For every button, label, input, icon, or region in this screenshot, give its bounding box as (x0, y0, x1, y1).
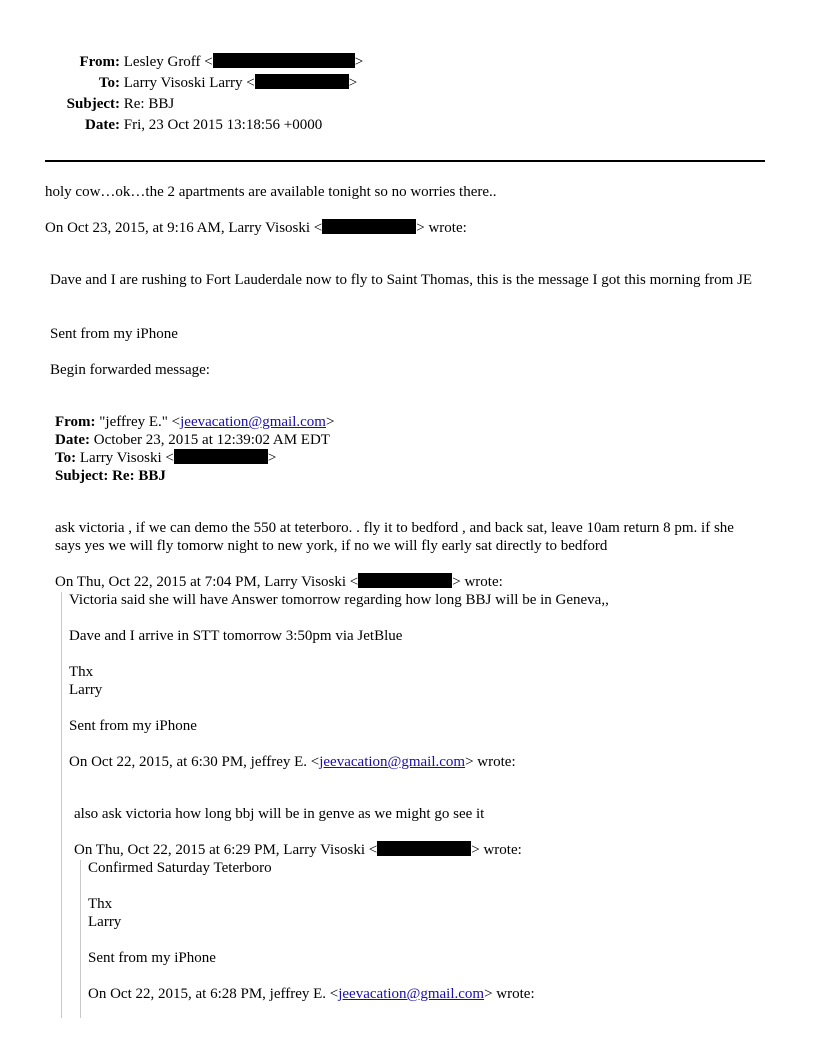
forwarded-subject-row: Subject: Re: BBJ (55, 468, 166, 484)
quoted-text: Confirmed Saturday Teterboro (88, 860, 272, 876)
attribution-line: On Thu, Oct 22, 2015 at 7:04 PM, Larry Visoski < > wrote: (55, 574, 503, 590)
date-label: Date: (85, 117, 120, 133)
quoted-text: Dave and I arrive in STT tomorrow 3:50pm via JetBlue (69, 628, 403, 644)
redacted-email (358, 573, 452, 588)
quoted-text: Victoria said she will have Answer tomorrow regarding how long BBJ will be in Geneva,, (69, 592, 609, 608)
email-header (0, 53, 400, 137)
subject-value: Re: BBJ (123, 96, 175, 112)
to-label: To: (98, 75, 120, 91)
quoted-text: Larry (88, 914, 122, 930)
from-value: Lesley Groff < (123, 54, 213, 70)
redacted-email (377, 841, 471, 856)
email-link[interactable]: jeevacation@gmail.com (338, 986, 485, 1002)
header-subject-row (0, 95, 400, 116)
quoted-text: Larry (69, 682, 103, 698)
redacted-email (213, 53, 355, 68)
from-label: From: (79, 54, 120, 70)
attribution-line: On Oct 23, 2015, at 9:16 AM, Larry Visoski < > wrote: (45, 220, 467, 236)
quote-bar (61, 592, 62, 1018)
signature-text: Sent from my iPhone (69, 718, 197, 734)
quoted-text: Thx (69, 664, 94, 680)
attribution-line: On Oct 22, 2015, at 6:28 PM, jeffrey E. <jeevacation@gmail.com> wrote: (88, 986, 535, 1002)
header-from-row: From: Lesley Groff < > (0, 53, 400, 74)
header-date-row (0, 116, 400, 137)
forwarded-date-row: Date: October 23, 2015 at 12:39:02 AM EDT (55, 432, 330, 448)
quote-bar (80, 860, 81, 1018)
forwarded-body: ask victoria , if we can demo the 550 at teterboro. . fly it to bedford , and back sat, leave 10am return 8 pm. if she says yes we will fly tomorw night to new york, if no we will fly early sat directly to bedford (55, 520, 734, 554)
to-value: Larry Visoski Larry < (123, 75, 255, 91)
quoted-text: also ask victoria how long bbj will be in genve as we might go see it (74, 806, 485, 822)
attribution-line: On Thu, Oct 22, 2015 at 6:29 PM, Larry Visoski < > wrote: (74, 842, 522, 858)
redacted-email (322, 219, 416, 234)
message-paragraph: Dave and I are rushing to Fort Lauderdale now to fly to Saint Thomas, this is the message I got this morning from JE (50, 272, 753, 288)
forwarded-from-row: From: "jeffrey E." <jeevacation@gmail.com> (55, 414, 335, 430)
forward-heading: Begin forwarded message: (50, 362, 210, 378)
date-value: Fri, 23 Oct 2015 13:18:56 +0000 (123, 117, 323, 133)
reply-text: holy cow…ok…the 2 apartments are available tonight so no worries there.. (45, 184, 497, 200)
email-link[interactable]: jeevacation@gmail.com (319, 754, 466, 770)
redacted-email (255, 74, 349, 89)
redacted-email (174, 449, 268, 464)
quoted-text: Thx (88, 896, 113, 912)
header-to-row: To: Larry Visoski Larry < > (0, 74, 400, 95)
email-link[interactable]: jeevacation@gmail.com (180, 414, 326, 430)
attribution-line: On Oct 22, 2015, at 6:30 PM, jeffrey E. <jeevacation@gmail.com> wrote: (69, 754, 516, 770)
header-divider (45, 160, 765, 162)
signature-text: Sent from my iPhone (50, 326, 178, 342)
forwarded-to-row: To: Larry Visoski < > (55, 450, 277, 466)
subject-label: Subject: (66, 96, 120, 112)
signature-text: Sent from my iPhone (88, 950, 216, 966)
